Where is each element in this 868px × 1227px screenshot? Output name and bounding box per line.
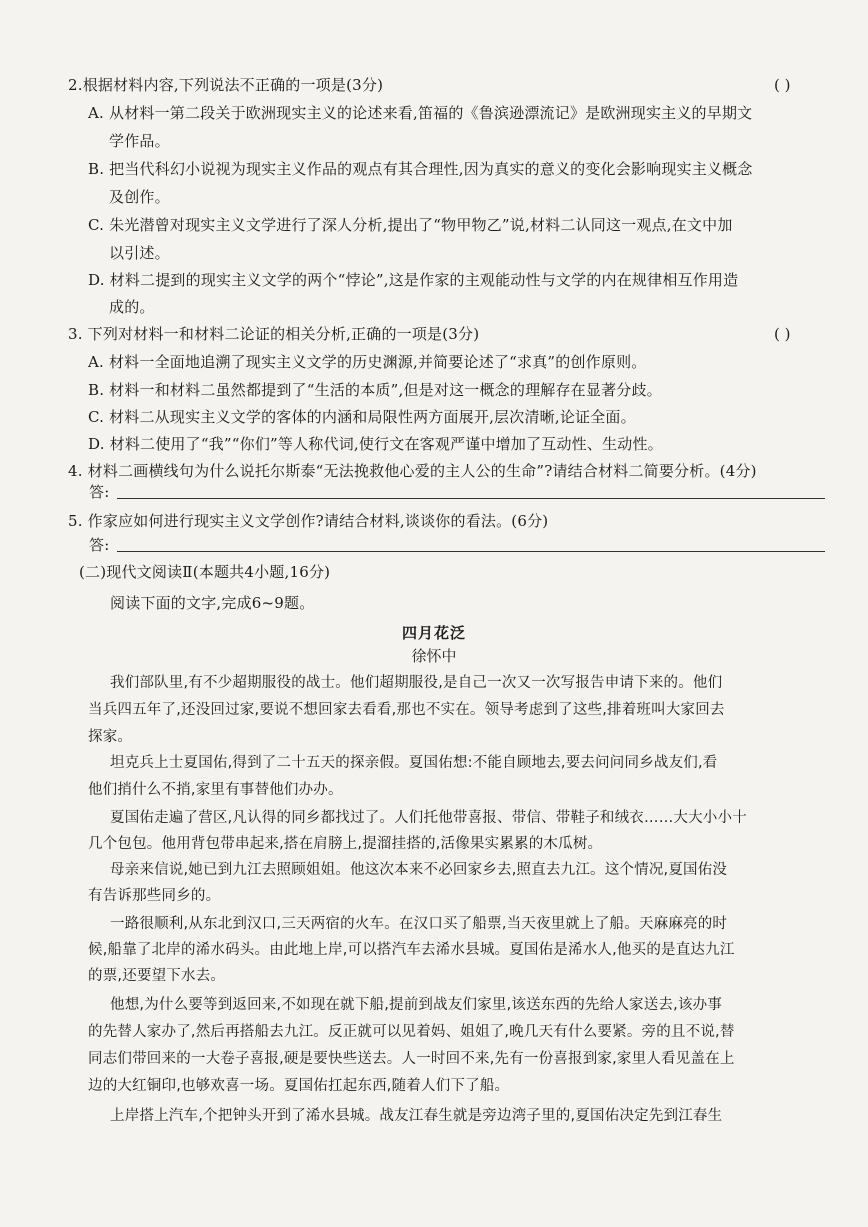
q2-option-a-cont: 学作品。 — [109, 132, 170, 150]
q3-option-a: A. 材料一全面地追溯了现实主义文学的历史渊源,并简要论述了“求真”的创作原则。 — [88, 353, 647, 371]
q4-answer-line[interactable] — [117, 498, 825, 499]
q2-option-c: C. 朱光潜曾对现实主义文学进行了深人分析,提出了“物甲物乙”说,材料二认同这一观点,在文中加 — [88, 216, 733, 234]
story-author: 徐怀中 — [411, 647, 457, 665]
q3-option-d: D. 材料二使用了“我”“你们”等人称代词,使行文在客观严谨中增加了互动性、生动性。 — [88, 435, 663, 453]
q4-stem: 4. 材料二画横线句为什么说托尔斯泰“无法挽救他心爱的主人公的生命”?请结合材料二简要分析。(4分) — [68, 462, 757, 480]
story-title: 四月花泛 — [401, 624, 466, 642]
q3-option-c: C. 材料二从现实主义文学的客体的内涵和局限性两方面展开,层次清晰,论证全面。 — [88, 408, 636, 426]
story-line: 上岸搭上汽车,个把钟头开到了浠水县城。战友江春生就是旁边湾子里的,夏国佑决定先到江春生 — [110, 1108, 723, 1124]
q5-answer-line[interactable] — [117, 551, 825, 552]
story-line: 边的大红铜印,也够欢喜一场。夏国佑扛起东西,随着人们下了船。 — [88, 1078, 510, 1094]
q2-option-c-cont: 以引述。 — [109, 244, 170, 262]
story-line: 候,船靠了北岸的浠水码头。由此地上岸,可以搭汽车去浠水县城。夏国佑是浠水人,他买的是直达九江 — [88, 942, 735, 958]
story-line: 他们捎什么不捎,家里有事替他们办办。 — [88, 782, 343, 798]
q2-option-d: D. 材料二提到的现实主义文学的两个“悖论”,这是作家的主观能动性与文学的内在规律相互作用造 — [88, 271, 739, 289]
story-line: 坦克兵上士夏国佑,得到了二十五天的探亲假。夏国佑想:不能自顾地去,要去问问同乡战友们,看 — [110, 755, 718, 771]
story-line: 几个包包。他用背包带串起来,搭在肩膀上,提溜挂搭的,活像果实累累的木瓜树。 — [88, 836, 603, 852]
q3-answer-paren[interactable]: ( ) — [774, 325, 791, 343]
q2-answer-paren[interactable]: ( ) — [774, 76, 791, 94]
q2-stem: 2.根据材料内容,下列说法不正确的一项是(3分) — [68, 76, 384, 94]
section-heading: (二)现代文阅读Ⅱ(本题共4小题,16分) — [79, 563, 331, 581]
story-line: 母亲来信说,她已到九江去照顾姐姐。他这次本来不必回家乡去,照直去九江。这个情况,夏国佑没 — [110, 862, 728, 878]
q3-option-b: B. 材料一和材料二虽然都提到了“生活的本质”,但是对这一概念的理解存在显著分歧。 — [88, 381, 662, 399]
q2-option-b: B. 把当代科幻小说视为现实主义作品的观点有其合理性,因为真实的意义的变化会影响现实主义概念 — [88, 160, 753, 178]
story-line: 夏国佑走遍了营区,凡认得的同乡都找过了。人们托他带喜报、带信、带鞋子和绒衣……大大小小十 — [110, 810, 747, 826]
section-instruction: 阅读下面的文字,完成6~9题。 — [110, 594, 315, 612]
story-line: 一路很顺利,从东北到汉口,三天两宿的火车。在汉口买了船票,当天夜里就上了船。天麻麻亮的时 — [110, 916, 728, 932]
q5-answer-label: 答: — [89, 536, 110, 554]
q2-option-b-cont: 及创作。 — [109, 188, 170, 206]
story-line: 当兵四五年了,还没回过家,要说不想回家去看看,那也不实在。领导考虑到了这些,排着班叫大家回去 — [88, 702, 725, 718]
story-line: 同志们带回来的一大卷子喜报,硬是要快些送去。人一时回不来,先有一份喜报到家,家里人看见盖在上 — [88, 1051, 735, 1067]
q2-option-d-cont: 成的。 — [109, 298, 155, 316]
story-line: 的先替人家办了,然后再搭船去九江。反正就可以见着妈、姐姐了,晚几天有什么要紧。旁的且不说,替 — [88, 1024, 735, 1040]
q2-option-a: A. 从材料一第二段关于欧洲现实主义的论述来看,笛福的《鲁滨逊漂流记》是欧洲现实主义的早期文 — [88, 104, 753, 122]
story-line: 我们部队里,有不少超期服役的战士。他们超期服役,是自己一次又一次写报告申请下来的。他们 — [110, 675, 723, 691]
story-line: 他想,为什么要等到返回来,不如现在就下船,提前到战友们家里,该送东西的先给人家送去,该办事 — [110, 997, 723, 1013]
story-line: 的票,还要望下水去。 — [88, 968, 226, 984]
q4-answer-label: 答: — [89, 483, 110, 501]
q5-stem: 5. 作家应如何进行现实主义文学创作?请结合材料,谈谈你的看法。(6分) — [68, 512, 549, 530]
story-line: 有告诉那些同乡的。 — [88, 888, 221, 904]
q3-stem: 3. 下列对材料一和材料二论证的相关分析,正确的一项是(3分) — [68, 325, 480, 343]
story-line: 探家。 — [88, 729, 133, 745]
